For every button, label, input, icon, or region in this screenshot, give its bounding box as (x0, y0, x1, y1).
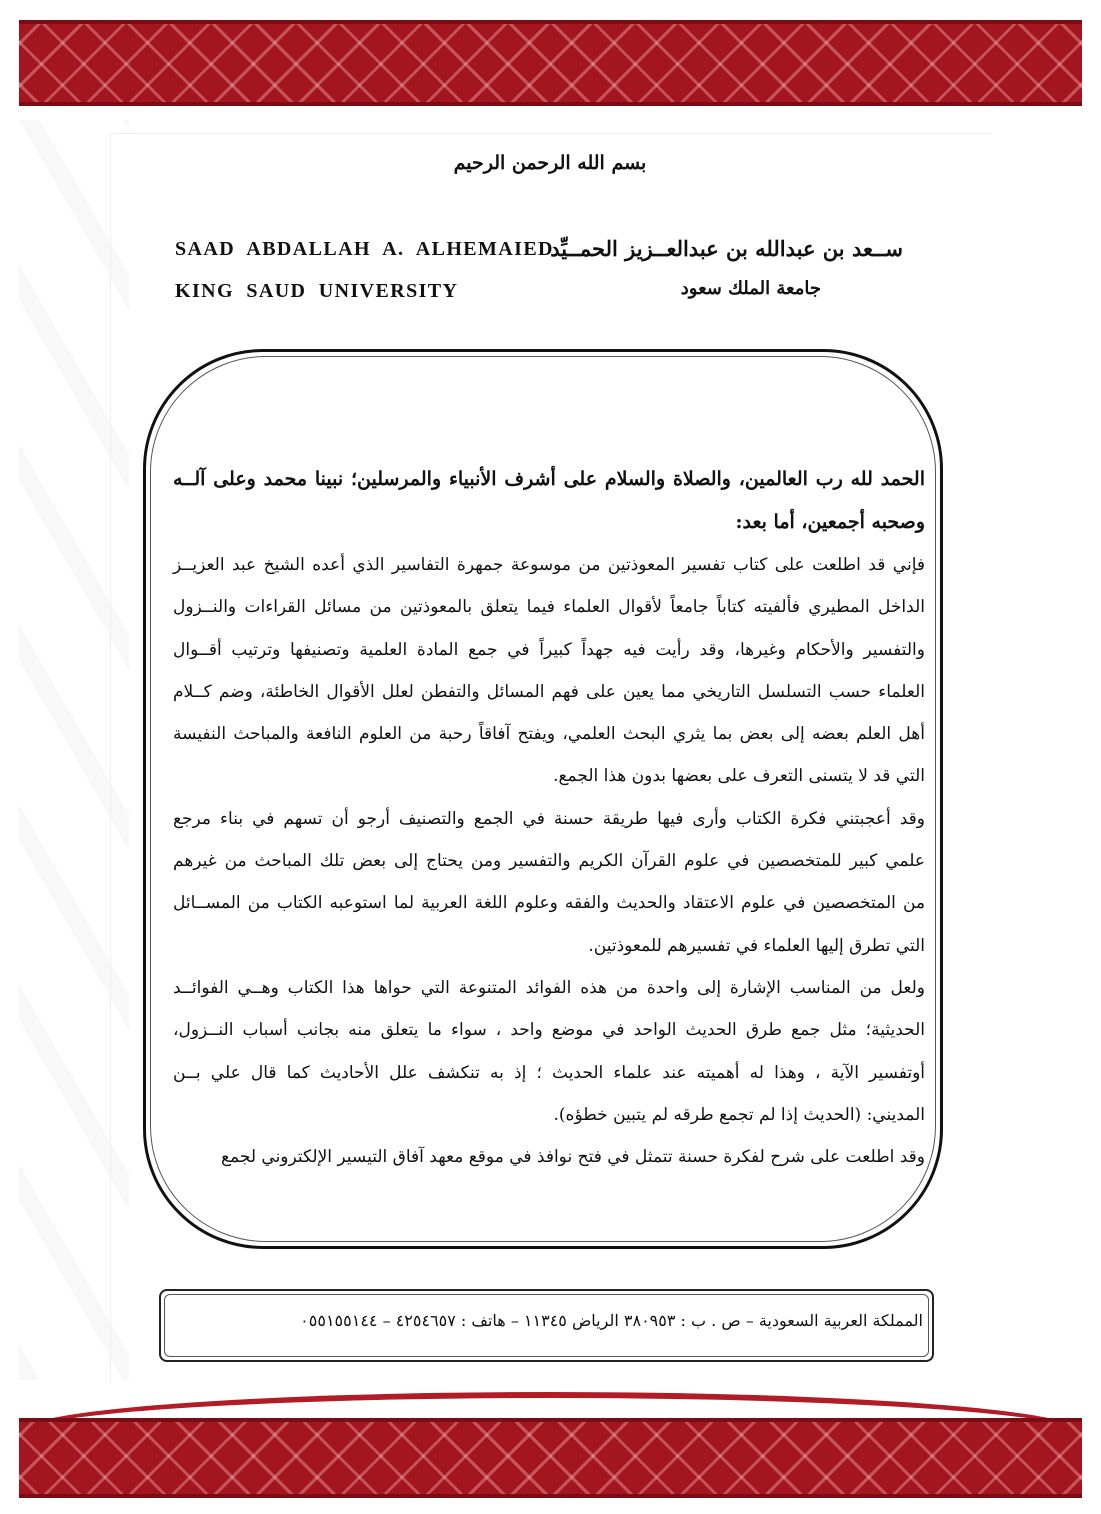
basmala: بسم الله الرحمن الرحيم (453, 152, 647, 174)
university-english: KING SAUD UNIVERSITY (175, 280, 459, 302)
letter-body-line: ولعل من المناسب الإشارة إلى واحدة من هذه الفوائد المتنوعة التي حواها هذا الكتاب وهــي الفوائــد (173, 977, 925, 998)
letter-body-line: والتفسير والأحكام وغيرها، وقد رأيت فيه جهداً كبيراً في جمع المادة العلمية وتصنيفها وترتيب أقــوال (173, 639, 925, 660)
letter-heading-line: الحمد لله رب العالمين، والصلاة والسلام على أشرف الأنبياء والمرسلين؛ نبينا محمد وعلى آلــه (173, 468, 925, 490)
letter-body-line: أوتفسير الآية ، وهذا له أهميته عند علماء الحديث ؛ إذ به تنكشف علل الأحاديث كما قال علي بــن (173, 1062, 925, 1083)
name-english: SAAD ABDALLAH A. ALHEMAIED (175, 238, 554, 260)
letter-body-line: وقد أعجبتني فكرة الكتاب وأرى فيها طريقة حسنة في الجمع والتصنيف أرجو أن تسهم في بناء مرجع (173, 808, 925, 829)
letter-body-line: علمي كبير للمتخصصين في علوم القرآن الكريم والتفسير ومن يحتاج إلى بعض تلك المباحث من غيرهم (173, 851, 925, 872)
letter-body-line: العلماء حسب التسلسل التاريخي مما يعين على فهم المسائل والتفطن لعلل الأقوال الخاطئة، وضم كــلام (173, 681, 925, 702)
university-arabic: جامعة الملك سعود (680, 278, 821, 299)
letter-body-line: من المتخصصين في علوم الاعتقاد والحديث والفقه وعلوم اللغة العربية لما استوعبه الكتاب من المســائل (173, 893, 925, 914)
top-decorative-band (19, 20, 1082, 106)
letter-body-line: وقد اطلعت على شرح لفكرة حسنة تتمثل في فتح نوافذ في موقع معهد آفاق التيسير الإلكتروني لجمع (220, 1147, 925, 1168)
footer-address: المملكة العربية السعودية – ص . ب : ٣٨٠٩٥٣ الرياض ١١٣٤٥ – هاتف : ٤٢٥٤٦٥٧ – ٠٥٥١٥٥١٤٤ (300, 1311, 923, 1330)
letter-body-line: فإني قد اطلعت على كتاب تفسير المعوذتين من موسوعة جمهرة التفاسير الذي أعده الشيخ عبد العزيــز (173, 555, 925, 575)
letter-heading-line: وصحبه أجمعين، أما بعد: (735, 511, 925, 533)
letter-body-line: الحديثية؛ مثل جمع طرق الحديث الواحد في موضع واحد ، سواء ما يتعلق منه بجانب أسباب النــزول، (173, 1020, 925, 1041)
letter-body-line: التي تطرق إليها العلماء في تفسيرهم للمعوذتين. (588, 935, 925, 956)
letter-body-line: المديني: (الحديث إذا لم تجمع طرقه لم يتبين خطؤه). (553, 1104, 925, 1125)
letter-body (173, 458, 925, 1178)
letter-body-line: الداخل المطيري فألفيته كتاباً جامعاً لأقوال العلماء فيما يتعلق بالمعوذتين من مسائل القراءات والنــزول (173, 597, 925, 618)
letter-body-line: أهل العلم بعضه إلى بعض بما يثري البحث العلمي، ويفتح آفاقاً رحبة من العلوم النافعة والمباحث النفيسة (173, 724, 925, 745)
letter-paragraphs (173, 544, 925, 1178)
bottom-decorative-band (19, 1418, 1082, 1498)
name-arabic: ســعد بن عبدالله بن عبدالعــزيز الحمــيِّد (550, 236, 903, 261)
letter-body-line: التي قد لا يتسنى التعرف على بعضها بدون هذا الجمع. (553, 766, 925, 787)
